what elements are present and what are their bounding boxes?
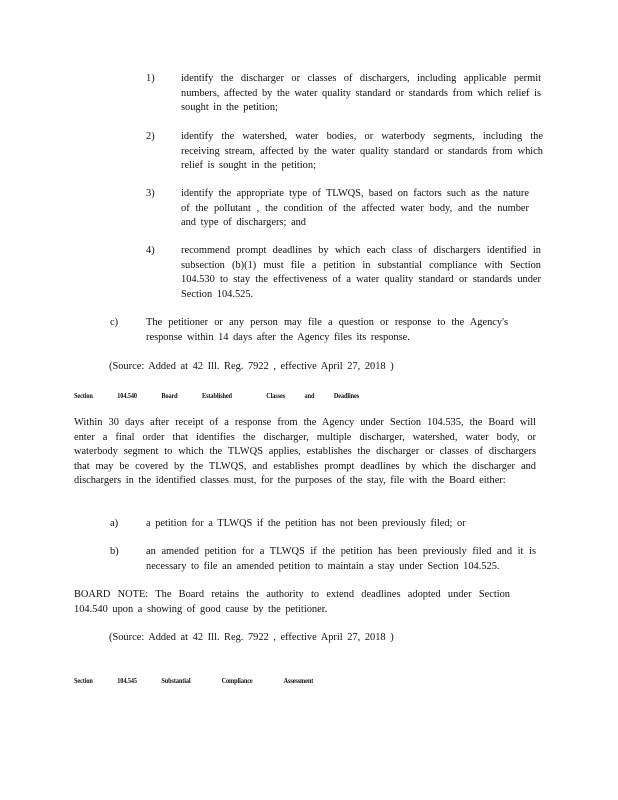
list-item-number: 4) xyxy=(146,245,155,256)
section-title-word: and xyxy=(304,391,315,400)
section-title-word: Assessment xyxy=(283,676,314,685)
source-note: (Source: Added at 42 Ill. Reg. 7922 , effective April 27, 2018 ) xyxy=(109,361,394,372)
list-item-number: 1) xyxy=(146,73,155,84)
section-title-word: Classes xyxy=(266,391,286,400)
section-number: 104.545 xyxy=(117,676,137,685)
section-title-word: Board xyxy=(161,391,178,400)
section-label: Section xyxy=(74,391,93,400)
list-item-number: 3) xyxy=(146,188,155,199)
list-item-text: identify the watershed, water bodies, or waterbody segments, including the receiving stream, affected by the water quality standard or standards from which relief is sought in the petition; xyxy=(181,131,543,172)
source-note: (Source: Added at 42 Ill. Reg. 7922 , effective April 27, 2018 ) xyxy=(109,632,394,643)
section-number: 104.540 xyxy=(117,391,137,400)
section-paragraph: Within 30 days after receipt of a response from the Agency under Section 104.535, the Board will enter a final order that identifies the discharger, multiple discharger, watershed, water body, or waterbody segment to which the TLWQS applies, establishes the discharger or classes of dischargers that may be covered by the TLWQS, and establishes prompt deadlines by which the discharger and dischargers in the identified classes must, for the purposes of the stay, file with the Board either: xyxy=(74,417,536,487)
list-item-text: The petitioner or any person may file a question or response to the Agency's response within 14 days after the Agency files its response. xyxy=(146,317,508,343)
list-item-letter: a) xyxy=(110,518,119,529)
list-item-text: recommend prompt deadlines by which each class of dischargers identified in subsection (b)(1) must file a petition in substantial compliance with Section 104.530 to stay the effectiveness of a water quality standard or standards under Section 104.525. xyxy=(181,245,541,300)
section-title-word: Established xyxy=(202,391,232,400)
board-note: BOARD NOTE: The Board retains the authority to extend deadlines adopted under Section 104.540 upon a showing of good cause by the petitioner. xyxy=(74,589,510,615)
list-item-text: identify the discharger or classes of dischargers, including applicable permit numbers, affected by the water quality standard or standards from which relief is sought in the petition; xyxy=(181,73,541,114)
section-title-word: Compliance xyxy=(221,676,253,685)
list-item-number: 2) xyxy=(146,131,155,142)
section-label: Section xyxy=(74,676,93,685)
list-item-text: a petition for a TLWQS if the petition has not been previously filed; or xyxy=(146,518,466,529)
list-item-text: an amended petition for a TLWQS if the petition has been previously filed and it is necessary to file an amended petition to maintain a stay under Section 104.525. xyxy=(146,546,536,572)
section-heading xyxy=(74,391,359,400)
section-title-word: Substantial xyxy=(161,676,191,685)
list-item-letter: b) xyxy=(110,546,119,557)
section-title-word: Deadlines xyxy=(333,391,360,400)
list-item-letter: c) xyxy=(110,317,119,328)
list-item-text: identify the appropriate type of TLWQS, based on factors such as the nature of the pollutant , the condition of the affected water body, and the number and type of dischargers; and xyxy=(181,188,529,229)
section-heading xyxy=(74,676,313,685)
